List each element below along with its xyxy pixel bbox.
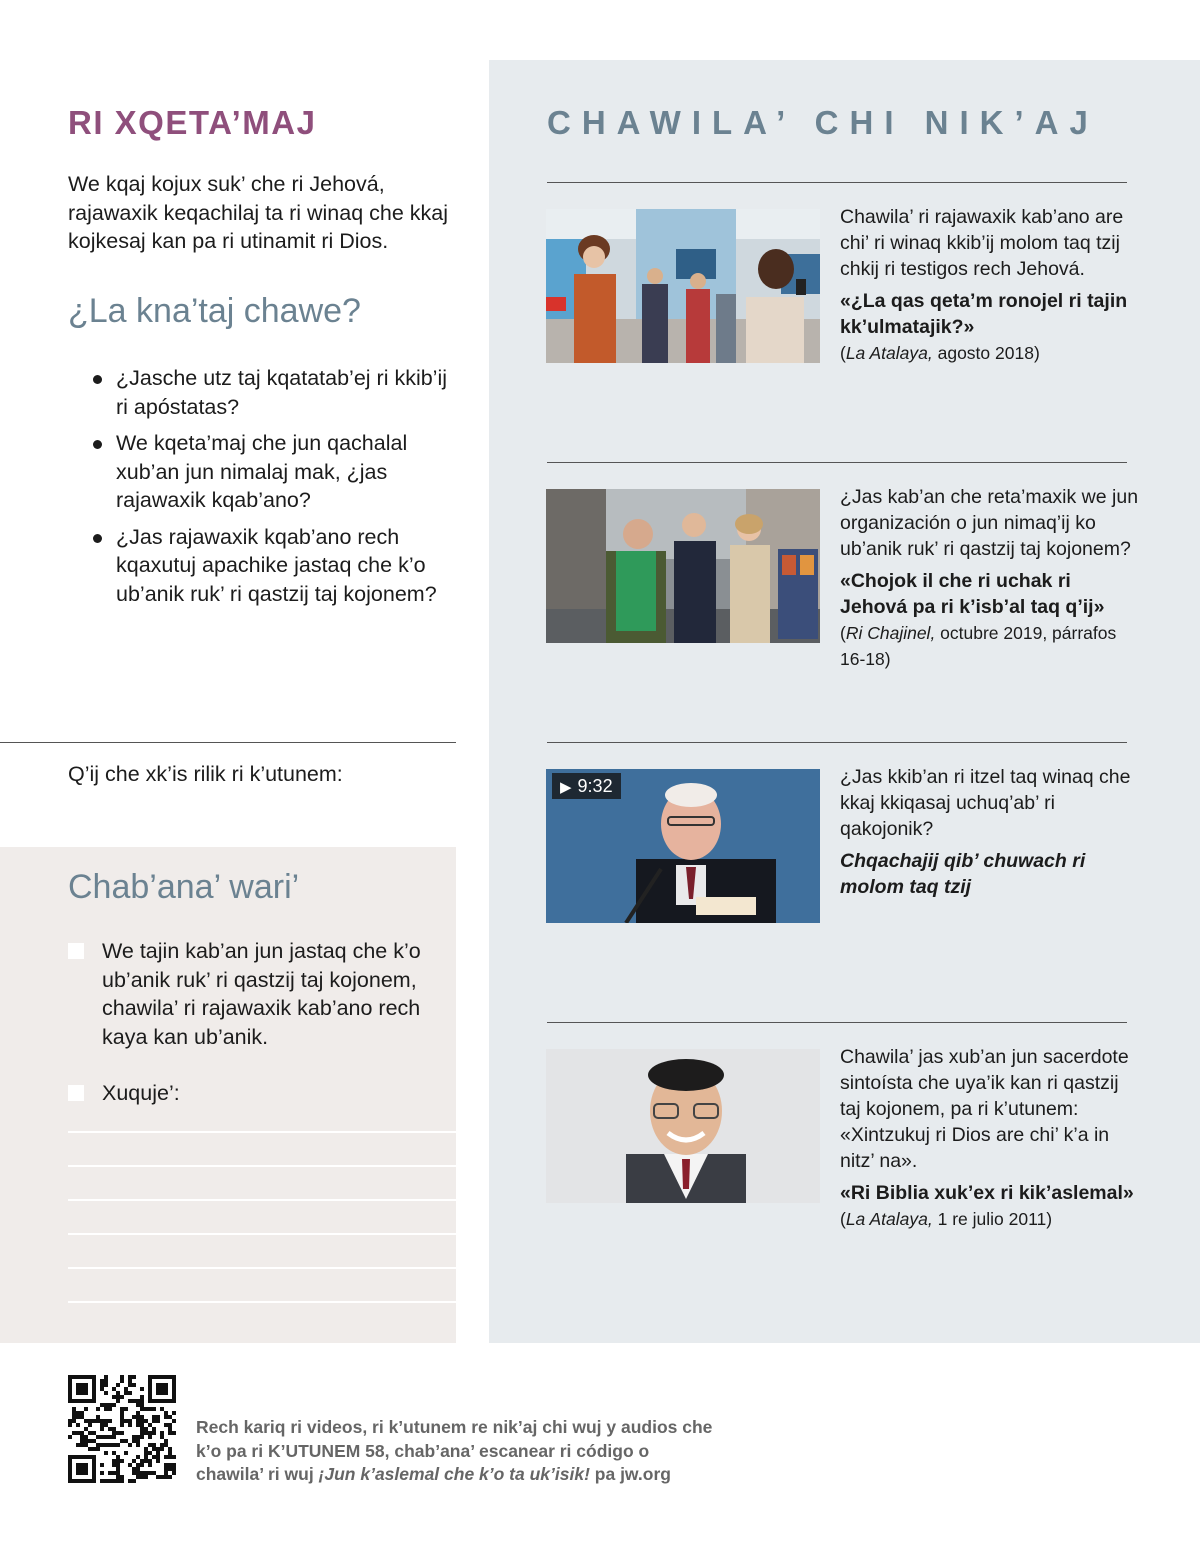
footer-site: pa jw.org [589,1464,671,1484]
writing-line[interactable] [68,1131,456,1133]
news-mall-illustration[interactable] [546,209,820,363]
card-title-link[interactable]: «Chojok il che ri uchak ri Jehová pa ri k’isb’al taq q’ij» [840,570,1105,618]
question-item: ¿Jas rajawaxik kqab’ano rech kqaxutuj apachike jastaq che k’o ub’anik ruk’ ri qastzij taj kojonem? [90,523,462,609]
source-date: octubre 2019, párrafos 16-18) [840,623,1117,669]
completion-date-label: Q’ij che xk’is rilik ri k’utunem: [68,762,343,786]
resource-card [840,1044,1140,1232]
divider [547,1022,1127,1023]
card-description: ¿Jas kab’an che reta’maxik we jun organización o jun nimaq’ij ko ub’anik ruk’ ri qastzij taj kojonem? [840,486,1139,560]
review-heading: RI XQETA’MAJ [68,104,317,141]
card-description: Chawila’ ri rajawaxik kab’ano are chi’ ri winaq kkib’ij molom taq tzij chkij ri testigos rech Jehová. [840,206,1124,280]
question-item: We kqeta’maj che jun qachalal xub’an jun nimalaj mak, ¿jas rajawaxik kqab’ano? [90,429,462,515]
writing-line[interactable] [68,1267,456,1269]
resource-card [840,764,1140,900]
task-text: Xuquje’: [102,1081,180,1105]
card-description: ¿Jas kkib’an ri itzel taq winaq che kkaj kkiqasaj uchuq’ab’ ri qakojonik? [840,766,1131,840]
resource-card [840,204,1140,366]
source-publication: La Atalaya, [845,1209,933,1229]
video-duration: 9:32 [577,776,613,796]
speaker-video-thumbnail[interactable] [546,769,820,923]
task-text: We tajin kab’an jun jastaq che k’o ub’anik ruk’ ri qastzij taj kojonem, chawila’ ri rajawaxik kab’ano rech kaya kan ub’anik. [102,939,421,1049]
writing-line[interactable] [68,1165,456,1167]
card-source: (La Atalaya, 1 re julio 2011) [840,1209,1053,1229]
question-item: ¿Jasche utz taj kqatatab’ej ri kkib’ij ri apóstatas? [90,364,462,421]
qr-code[interactable] [68,1375,176,1483]
card-source: (La Atalaya, agosto 2018) [840,343,1040,363]
source-date: 1 re julio 2011) [932,1209,1053,1229]
footer-note [196,1416,716,1487]
video-duration-badge [552,773,621,799]
review-summary: We kqaj kojux suk’ che ri Jehová, rajawaxik keqachilaj ta ri winaq che kkaj kojkesaj kan pa ri utinamit ri Dios. [68,172,449,253]
divider [547,742,1127,743]
footer-publication[interactable]: ¡Jun k’aslemal che k’o ta uk’isik! [318,1464,590,1484]
checkbox[interactable] [68,943,84,959]
task-checkbox-row[interactable] [68,937,428,1051]
questions-list [90,364,462,616]
smiling-man-portrait[interactable] [546,1049,820,1203]
questions-heading: ¿La kna’taj chawe? [68,292,361,330]
divider [547,182,1127,183]
card-title-link[interactable]: «¿La qas qeta’m ronojel ri tajin kk’ulmatajik?» [840,290,1128,338]
card-source: (Ri Chajinel, octubre 2019, párrafos 16-18) [840,623,1117,669]
source-publication: Ri Chajinel, [845,623,936,643]
writing-line[interactable] [68,1233,456,1235]
divider [547,462,1127,463]
card-description: Chawila’ jas xub’an jun sacerdote sintoísta che uya’ik kan ri qastzij taj kojonem, pa ri k’utunem: «Xintzukuj ri Dios are chi’ k’a in nitz’ na». [840,1046,1129,1172]
source-date: agosto 2018) [932,343,1040,363]
checkbox[interactable] [68,1085,84,1101]
source-publication: La Atalaya, [845,343,933,363]
writing-line[interactable] [68,1301,456,1303]
divider [0,742,456,743]
card-title-link[interactable]: Chqachajij qib’ chuwach ri molom taq tzij [840,850,1086,898]
task-checkbox-row[interactable] [68,1079,428,1108]
card-title-link[interactable]: «Ri Biblia xuk’ex ri kik’aslemal» [840,1182,1134,1204]
explore-heading: CHAWILA’ CHI NIK’AJ [547,104,1099,141]
street-witnessing-photo[interactable] [546,489,820,643]
try-it-heading: Chab’ana’ wari’ [68,868,300,906]
resource-card [840,484,1140,672]
footer-text: Rech kariq ri videos, ri k’utunem re nik’aj chi wuj y audios che k’o pa ri K’UTUNEM 58, chab’ana’ escanear ri código o chawila’ ri wuj [196,1417,713,1484]
writing-line[interactable] [68,1199,456,1201]
play-icon: ▶ [560,779,572,796]
